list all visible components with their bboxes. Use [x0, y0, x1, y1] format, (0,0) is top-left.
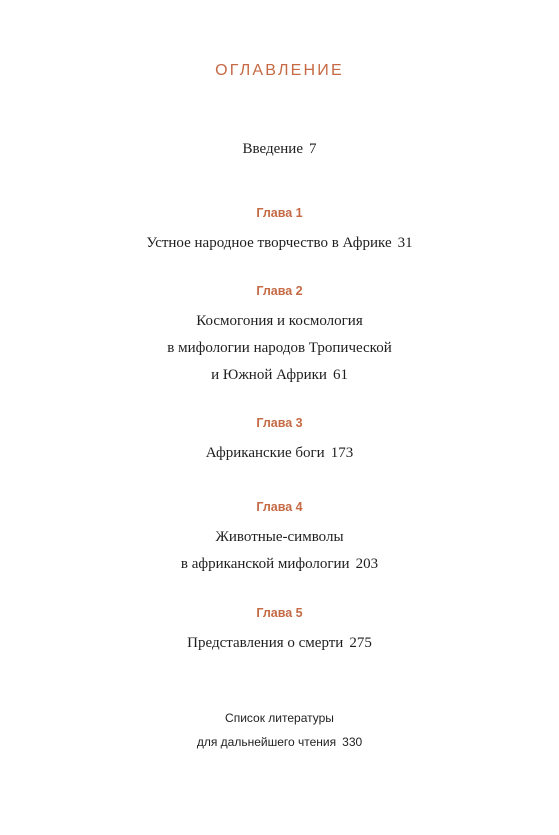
page-title: ОГЛАВЛЕНИЕ: [215, 62, 344, 79]
chapter-title-line: Животные-символы: [215, 529, 344, 545]
chapter-label: Глава 5: [256, 606, 303, 620]
chapter-title-line: в мифологии народов Тропической: [167, 340, 392, 356]
toc-entry-text: Введение: [242, 141, 303, 157]
toc-entry-chapter-5[interactable]: [0, 604, 559, 657]
toc-entry-chapter-3[interactable]: [0, 414, 559, 467]
page-number: 7: [308, 141, 317, 157]
page-number: 61: [332, 367, 348, 383]
chapter-title-line: Устное народное творчество в Африке: [146, 235, 392, 251]
chapter-label: Глава 2: [256, 284, 303, 298]
page-number: 203: [355, 556, 379, 572]
chapter-title-line: в африканской мифологии: [180, 556, 350, 572]
toc-line: [0, 730, 559, 754]
toc-line: [0, 630, 559, 657]
toc-line: [0, 230, 559, 257]
page-number: 31: [397, 235, 413, 251]
chapter-title-line: Африканские боги: [205, 445, 325, 461]
chapter-label: Глава 1: [256, 206, 303, 220]
toc-entry-chapter-1[interactable]: [0, 204, 559, 257]
chapter-label: Глава 4: [256, 500, 303, 514]
chapter-label: Глава 3: [256, 416, 303, 430]
page-number: 173: [330, 445, 354, 461]
bibliography-line: Список литературы: [225, 711, 334, 725]
toc-entry-introduction[interactable]: [0, 138, 559, 160]
chapter-title-line: Космогония и космология: [196, 313, 363, 329]
bibliography-line: для дальнейшего чтения: [196, 735, 337, 749]
page-number: 330: [342, 735, 363, 749]
toc-line: [0, 138, 559, 160]
toc-entry-chapter-4[interactable]: [0, 498, 559, 578]
chapter-title-line: Представления о смерти: [187, 635, 344, 651]
toc-entry-bibliography[interactable]: [0, 706, 559, 754]
chapter-title-line: и Южной Африки: [211, 367, 327, 383]
toc-line: [0, 551, 559, 578]
toc-line: [0, 440, 559, 467]
toc-line: [0, 362, 559, 389]
toc-entry-chapter-2[interactable]: [0, 282, 559, 389]
page-number: 275: [349, 635, 372, 651]
